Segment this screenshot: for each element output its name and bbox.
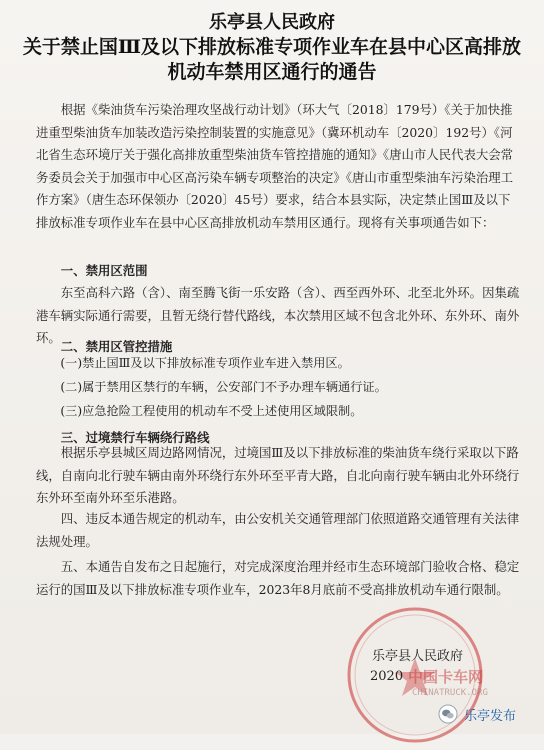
wechat-account-tag[interactable] — [438, 703, 516, 725]
section1-text: 东至高科六路（含）、南至腾飞街一乐安路（含）、西至西外环、北至北外环。因集疏港车辆实际通行需要，且暂无绕行替代路线，本次禁用区域不包含北外环、东外环、南外环。 — [36, 285, 520, 345]
measure-item: (三)应急抢险工程使用的机动车不受上述使用区域限制。 — [60, 404, 363, 418]
intro-paragraph: 根据《柴油货车污染治理攻坚战行动计划》（环大气〔2018〕179号）《关于加快推进重型柴油货车加装改造污染控制装置的实施意见》（冀环机动车〔2020〕192号）《河北省生态环境厅关于强化高排放重型柴油货车管控措施的通知》《唐山市人民代表大会常务委员会关于加强市中心区高污染车辆专项整治的决定》《唐山市重型柴油车污染治理工作方案》（唐生态环保领办〔2020〕45号）要求，结合本县实际，决定禁止国Ⅲ及以下排放标准专项作业车在县中心区高排放机动车禁用区通行。现将有关事项通告如下： — [36, 102, 514, 230]
section4-text: 四、违反本通告规定的机动车，由公安机关交通管理部门依照道路交通管理有关法律法规处理。 — [36, 511, 520, 549]
wechat-icon — [438, 704, 458, 724]
wechat-account-name: 乐亭发布 — [464, 708, 517, 724]
section3-heading: 三、过境禁行车辆绕行路线 — [60, 430, 210, 445]
watermark-url: CHINATRUCK.ORG — [412, 688, 488, 698]
section3-text: 根据乐亭县城区周边路网情况，过境国Ⅲ及以下排放标准的柴油货车绕行采取以下路线，自南向北行驶车辆由南外环绕行东外环至平青大路，自北向南行驶车辆由北外环绕行东外环至南外环至乐港路。 — [36, 445, 520, 505]
signature-date: 2020 — [370, 669, 404, 684]
measure-item: (一)禁止国Ⅲ及以下排放标准专项作业车进入禁用区。 — [60, 356, 350, 370]
section1-heading: 一、禁用区范围 — [60, 263, 148, 278]
section2-heading: 二、禁用区管控措施 — [60, 339, 173, 354]
measure-item: (二)属于禁用区禁行的车辆，公安部门不予办理车辆通行证。 — [60, 380, 387, 394]
watermark-site-name: 中国卡车网 — [408, 668, 484, 686]
issuing-org-title: 乐亭县人民政府 — [209, 12, 335, 33]
section5-text: 五、本通告自发布之日起施行，对完成深度治理并经市生态环境部门验收合格、稳定运行的国Ⅲ及以下排放标准专项作业车，2023年8月底前不受高排放机动车通行限制。 — [36, 559, 520, 597]
notice-title-line2: 机动车禁用区通行的通告 — [167, 61, 377, 83]
signature-org: 乐亭县人民政府 — [372, 649, 464, 664]
notice-title-line1: 关于禁止国Ⅲ及以下排放标准专项作业车在县中心区高排放 — [22, 36, 522, 58]
